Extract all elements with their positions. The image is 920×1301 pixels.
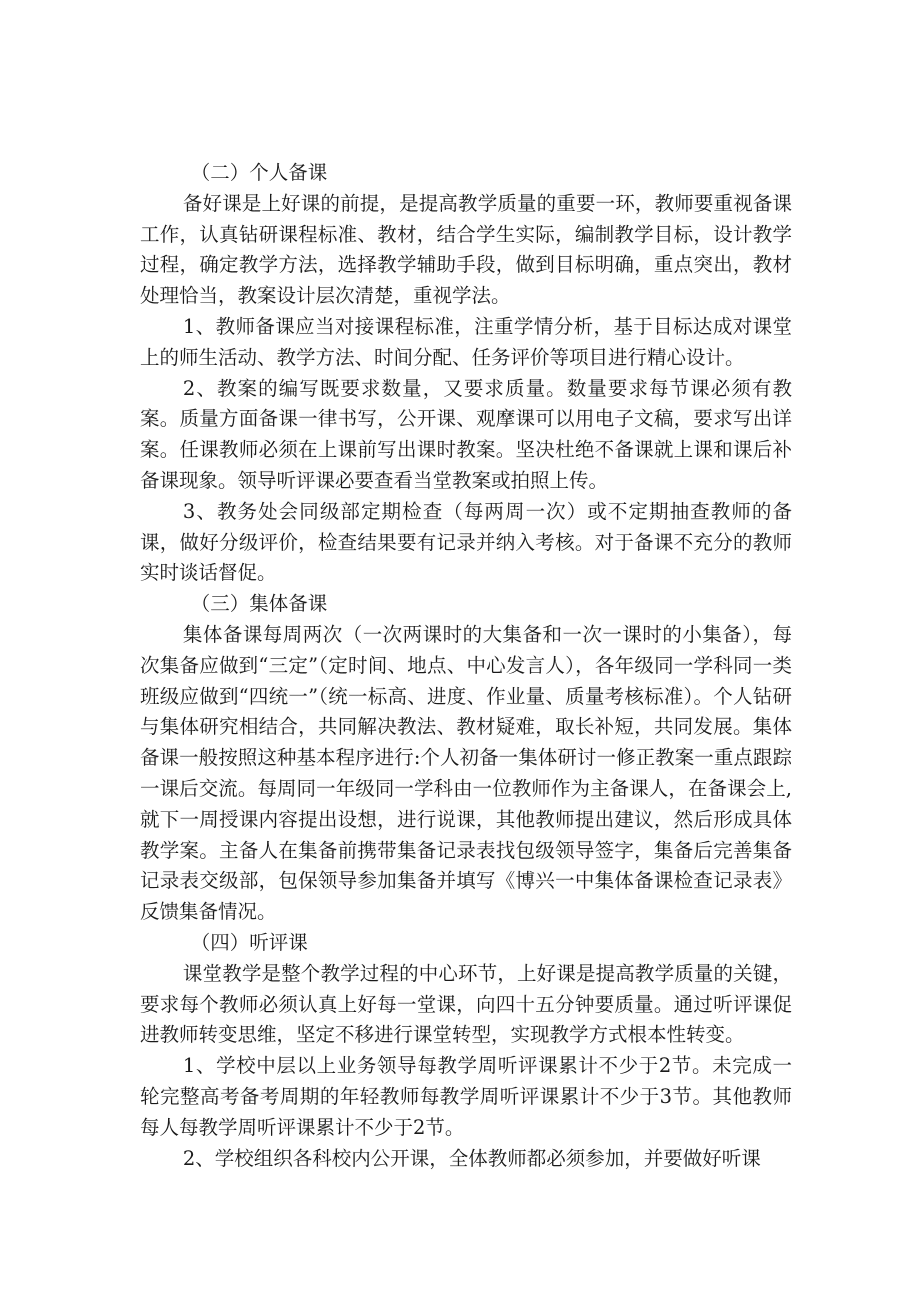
paragraph-lesson-observation-item-1: 1、学校中层以上业务领导每教学周听评课累计不少于2节。未完成一轮完整高考备考周期的年轻教师每教学周听评课累计不少于3节。其他教师每人每教学周听评课累计不少于2节。 [140, 1054, 792, 1139]
paragraph-personal-prep-item-3: 3、教务处会同级部定期检查（每两周一次）或不定期抽查教师的备课，做好分级评价，检查结果要有记录并纳入考核。对于备课不充分的教师实时谈话督促。 [140, 499, 792, 585]
paragraph-personal-prep-item-1: 1、教师备课应当对接课程标准，注重学情分析，基于目标达成对课堂上的师生活动、教学方法、时间分配、任务评价等项目进行精心设计。 [140, 314, 792, 369]
section-heading-lesson-observation: （四）听评课 [190, 930, 308, 954]
paragraph-personal-prep-item-2: 2、教案的编写既要求数量，又要求质量。数量要求每节课必须有教案。质量方面备课一律书写，公开课、观摩课可以用电子文稿，要求写出详案。任课教师必须在上课前写出课时教案。坚决杜绝不备课就上课和课后补备课现象。领导听评课必要查看当堂教案或拍照上传。 [140, 376, 792, 492]
section-heading-personal-prep: （二）个人备课 [190, 161, 328, 184]
paragraph-lesson-observation-intro: 课堂教学是整个教学过程的中心环节，上好课是提高教学质量的关键，要求每个教师必须认真上好每一堂课，向四十五分钟要质量。通过听评课促进教师转变思维，坚定不移进行课堂转型，实现教学方式根本性转变。 [140, 961, 792, 1047]
paragraph-group-prep: 集体备课每周两次（一次两课时的大集备和一次一课时的小集备），每次集备应做到“三定”（定时间、地点、中心发言人），各年级同一学科同一类班级应做到“四统一”（统一标高、进度、作业量、质量考核标准）。个人钻研与集体研究相结合，共同解决教法、教材疑难，取长补短，共同发展。集体备课一般按照这种基本程序进行:个人初备一集体研讨一修正教案一重点跟踪一课后交流。每周同一年级同一学科由一位教师作为主备课人，在备课会上,就下一周授课内容提出设想，进行说课，其他教师提出建议，然后形成具体教学案。主备人在集备前携带集备记录表找包级领导签字，集备后完善集备记录表交级部，包保领导参加集备并填写《博兴一中集体备课检查记录表》反馈集备情况。 [140, 622, 792, 924]
paragraph-lesson-observation-item-2: 2、学校组织各科校内公开课，全体教师都必须参加，并要做好听课 [182, 1146, 761, 1170]
paragraph-personal-prep-intro: 备好课是上好课的前提，是提高教学质量的重要一环，教师要重视备课工作，认真钻研课程标准、教材，结合学生实际，编制教学目标，设计教学过程，确定教学方法，选择教学辅助手段，做到目标明确，重点突出，教材处理恰当，教案设计层次清楚，重视学法。 [140, 191, 792, 308]
section-heading-group-prep: （三）集体备课 [190, 592, 328, 616]
document-body [140, 158, 792, 1174]
